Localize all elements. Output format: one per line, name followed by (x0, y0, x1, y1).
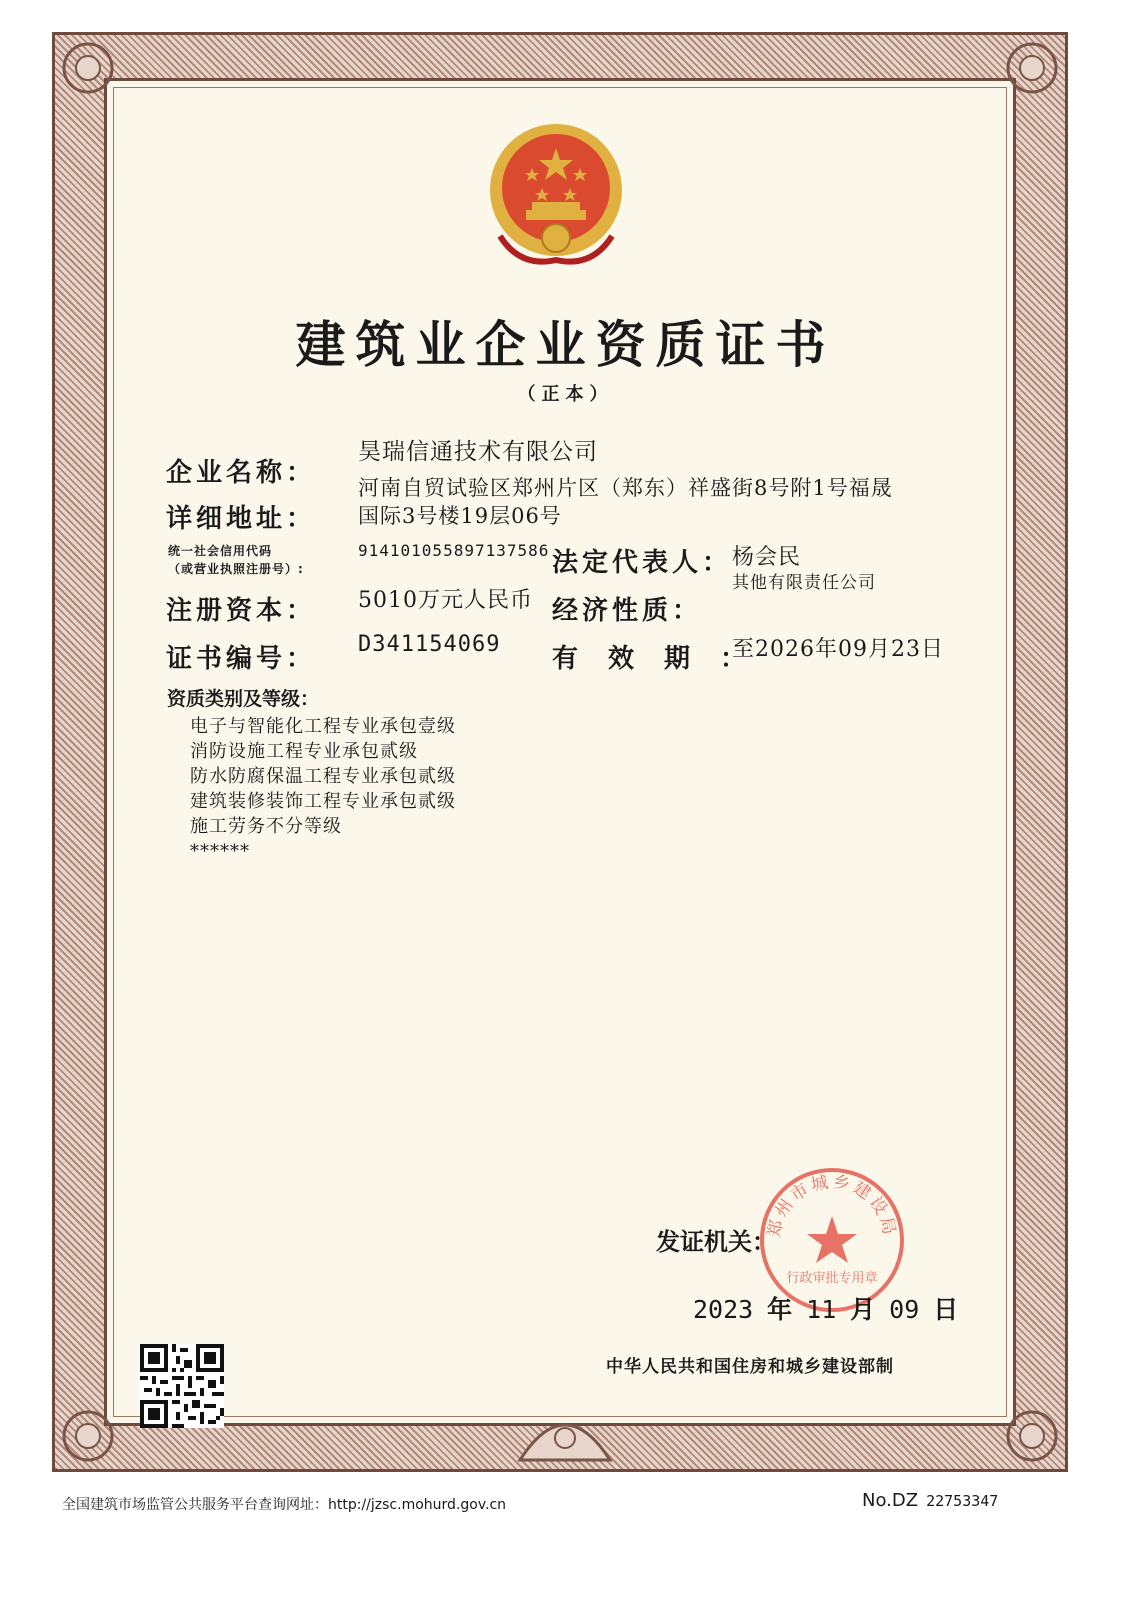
corner-ornament-bottom-left (58, 1406, 118, 1466)
issuing-ministry: 中华人民共和国住房和城乡建设部制 (606, 1357, 894, 1377)
issue-month: 11 (806, 1295, 837, 1324)
issue-year: 2023 (693, 1295, 754, 1324)
cert-no-label: 证书编号： (166, 644, 317, 674)
credit-code-label-line1: 统一社会信用代码 (168, 544, 273, 558)
cert-no-value: D341154069 (358, 632, 501, 657)
legal-rep-value: 杨会民 (732, 545, 802, 570)
issuer-label: 发证机关： (656, 1228, 776, 1256)
validity-value: 至2026年09月23日 (732, 637, 944, 662)
national-emblem-icon (480, 118, 632, 270)
capital-label: 注册资本： (166, 596, 317, 626)
qualification-item: 施工劳务不分等级 (190, 816, 342, 837)
validity-label: 有效期： (552, 644, 777, 674)
capital-value: 5010万元人民币 (358, 588, 533, 613)
serial-number: 22753347 (926, 1492, 999, 1510)
qualification-item: 防水防腐保温工程专业承包贰级 (190, 766, 456, 787)
qr-code (140, 1344, 224, 1428)
issue-date (693, 1290, 958, 1326)
seal-text-top: 郑州市城乡建设局 (764, 1172, 900, 1240)
qualifications-list (190, 714, 456, 864)
seal-text-bottom: 行政审批专用章 (786, 1271, 878, 1286)
issue-day-unit: 日 (933, 1295, 959, 1324)
economic-nature-label: 经济性质： (552, 596, 703, 626)
issue-year-unit: 年 (767, 1295, 793, 1324)
corner-ornament-bottom-right (1002, 1406, 1062, 1466)
serial-prefix: No.DZ (862, 1490, 919, 1511)
qualifications-label: 资质类别及等级： (167, 688, 320, 710)
qualification-item: 电子与智能化工程专业承包壹级 (190, 716, 456, 737)
company-name-value: 昊瑞信通技术有限公司 (358, 439, 598, 465)
corner-ornament-top-right (1002, 38, 1062, 98)
footer-serial (862, 1490, 998, 1511)
economic-nature-value: 其他有限责任公司 (732, 573, 876, 593)
company-name-label: 企业名称： (166, 458, 317, 488)
credit-code-label-line2: （或营业执照注册号）: (168, 562, 304, 576)
qualification-item: ****** (190, 841, 250, 862)
bottom-center-ornament (510, 1400, 620, 1470)
corner-ornament-top-left (58, 38, 118, 98)
certificate-subtitle: （正本） (517, 384, 614, 405)
credit-code-value: 914101055897137586 (358, 541, 550, 560)
issue-day: 09 (889, 1295, 920, 1324)
footer-query-url: 全国建筑市场监管公共服务平台查询网址：http://jzsc.mohurd.gov.cn (62, 1497, 507, 1513)
address-line1: 河南自贸试验区郑州片区（郑东）祥盛街8号附1号福晟 (358, 476, 893, 500)
issue-month-unit: 月 (850, 1295, 876, 1324)
qualification-item: 建筑装修装饰工程专业承包贰级 (190, 791, 456, 812)
qualification-item: 消防设施工程专业承包贰级 (190, 741, 418, 762)
certificate-title: 建筑业企业资质证书 (295, 316, 836, 374)
address-line2: 国际3号楼19层06号 (358, 504, 562, 528)
legal-rep-label: 法定代表人： (552, 548, 733, 578)
address-label: 详细地址： (166, 504, 317, 534)
